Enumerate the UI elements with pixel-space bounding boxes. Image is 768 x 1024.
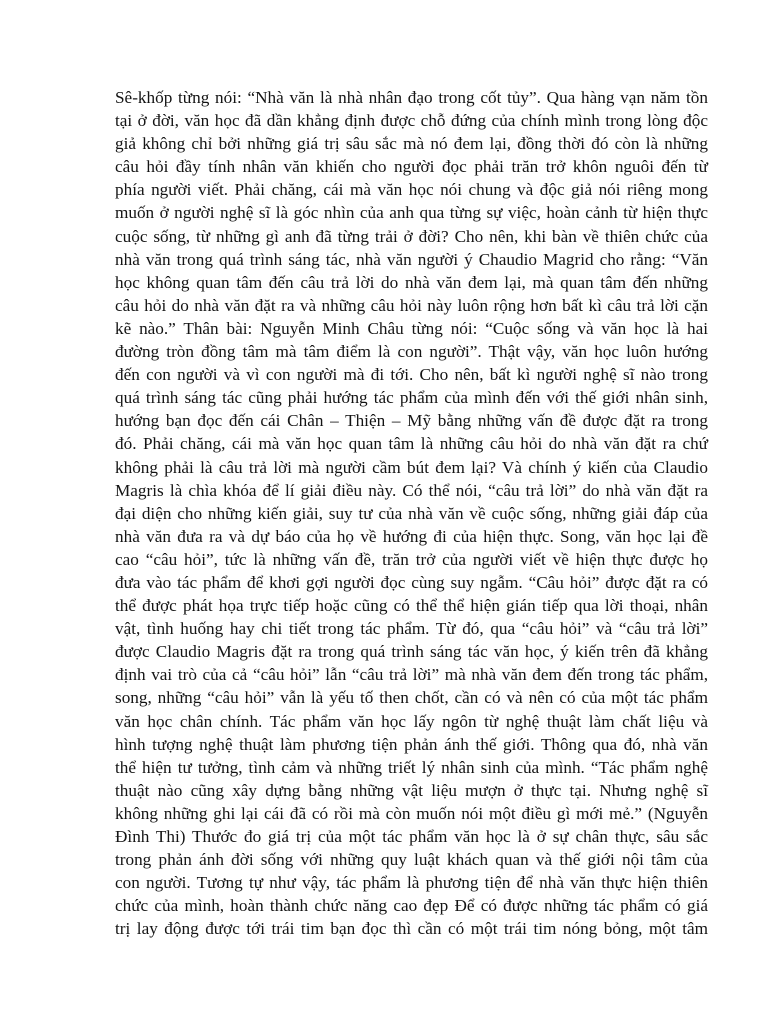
essay-line: văn học chân chính. Tác phẩm văn học lấy ngôn từ nghệ thuật làm chất liệu và [115, 711, 708, 731]
essay-line: trị lay động được tới trái tim bạn đọc thì cần có một trái tim nóng bỏng, một tâm [115, 919, 708, 939]
essay-line: thể được phát họa trực tiếp hoặc cũng có thể thể hiện gián tiếp qua lời thoại, nhân [115, 596, 708, 616]
essay-line: cao “câu hỏi”, tức là những vấn đề, trăn trở của người viết về hiện thực được họ [115, 549, 708, 569]
essay-line: nhà văn trong quá trình sáng tác, nhà văn người ý Chaudio Magrid cho rằng: “Văn [115, 249, 708, 269]
essay-line: đến con người và vì con người mà đi tới. Cho nên, bất kì người nghệ sĩ nào trong [115, 365, 708, 385]
essay-body [115, 86, 708, 940]
essay-line: định vai trò của cả “câu hỏi” lẫn “câu trả lời” mà nhà văn đem đến trong tác phẩm, [115, 665, 708, 685]
essay-line: Sê-khốp từng nói: “Nhà văn là nhà nhân đạo trong cốt tủy”. Qua hàng vạn năm tồn [115, 88, 708, 107]
essay-line: được Claudio Magris đặt ra trong quá trình sáng tác văn học, ý kiến trên đã khẳng [115, 642, 708, 662]
essay-line: con người. Tương tự như vậy, tác phẩm là phương tiện để nhà văn thực hiện thiên [115, 873, 708, 893]
essay-line: muốn ở người nghệ sĩ là góc nhìn của anh qua từng sự việc, hoàn cảnh từ hiện thực [115, 203, 708, 223]
essay-line: trong phản ánh đời sống với những quy luật khách quan và thế giới nội tâm của [115, 850, 708, 870]
essay-line: không những ghi lại cái đã có rồi mà còn muốn nói một điều gì mới mẻ.” (Nguyễn [115, 803, 708, 823]
essay-line: cuộc sống, từ những gì anh đã từng trải ở đời? Cho nên, khi bàn về thiên chức của [115, 226, 708, 246]
essay-line: đưa vào tác phẩm để khơi gợi người đọc cùng suy ngẫm. “Câu hỏi” được đặt ra có [115, 572, 708, 592]
essay-line: Đình Thi) Thước đo giá trị của một tác phẩm văn học là ở sự chân thực, sâu sắc [115, 827, 708, 846]
essay-line: quá trình sáng tác cũng phải hướng tác phẩm của mình đến với thế giới nhân sinh, [115, 388, 708, 408]
essay-line: chức của mình, hoàn thành chức năng cao đẹp Để có được những tác phẩm có giá [115, 896, 708, 916]
essay-line: hình tượng nghệ thuật làm phương tiện phản ánh thế giới. Thông qua đó, nhà văn [115, 734, 708, 754]
essay-line: Magris là chìa khóa để lí giải điều này. Có thể nói, “câu trả lời” do nhà văn đặt ra [115, 480, 708, 500]
essay-line: đại diện cho những kiến giải, suy tư của nhà văn về cuộc sống, những giải đáp của [115, 503, 708, 523]
essay-line: tại ở đời, văn học đã dần khẳng định được chỗ đứng của chính mình trong lòng độc [115, 111, 708, 131]
essay-line: đó. Phải chăng, cái mà văn học quan tâm là những câu hỏi do nhà văn đặt ra chứ [115, 434, 708, 454]
essay-line: kẽ nào.” Thân bài: Nguyễn Minh Châu từng nói: “Cuộc sống và văn học là hai [115, 318, 708, 338]
essay-line: vật, tình huống hay chi tiết trong tác phẩm. Từ đó, qua “câu hỏi” và “câu trả lời” [115, 619, 708, 639]
essay-line: học không quan tâm đến câu trả lời do nhà văn đem lại, mà quan tâm đến những [115, 272, 708, 292]
essay-line: phía người viết. Phải chăng, cái mà văn học nói chung và độc giả nói riêng mong [115, 180, 708, 200]
essay-line: câu hỏi do nhà văn đặt ra và những câu hỏi này luôn rộng hơn bất kì câu trả lời cặn [115, 295, 708, 315]
essay-line: thể hiện tư tưởng, tình cảm và những triết lý nhân sinh của mình. “Tác phẩm nghệ [115, 757, 708, 777]
essay-line: câu hỏi đầy tính nhân văn khiến cho người đọc phải trăn trở khôn nguôi đến từ [115, 157, 708, 177]
essay-line: không phải là câu trả lời mà người cầm bút đem lại? Và chính ý kiến của Claudio [115, 457, 708, 477]
essay-line: đường tròn đồng tâm mà tâm điểm là con người”. Thật vậy, văn học luôn hướng [115, 342, 708, 362]
essay-line: hướng bạn đọc đến cái Chân – Thiện – Mỹ bằng những vấn đề được đặt ra trong [115, 411, 708, 431]
essay-line: thuật nào cũng xây dựng bằng những vật liệu mượn ở thực tại. Nhưng nghệ sĩ [115, 780, 708, 800]
essay-line: nhà văn đưa ra và dự báo của họ về hướng đi của hiện thực. Song, văn học lại đề [115, 526, 708, 546]
essay-line: song, những “câu hỏi” vẫn là yếu tố then chốt, cần có và nên có của một tác phẩm [115, 688, 708, 708]
essay-line: giả không chỉ bởi những giá trị sâu sắc mà nó đem lại, đồng thời đó còn là những [115, 134, 708, 154]
